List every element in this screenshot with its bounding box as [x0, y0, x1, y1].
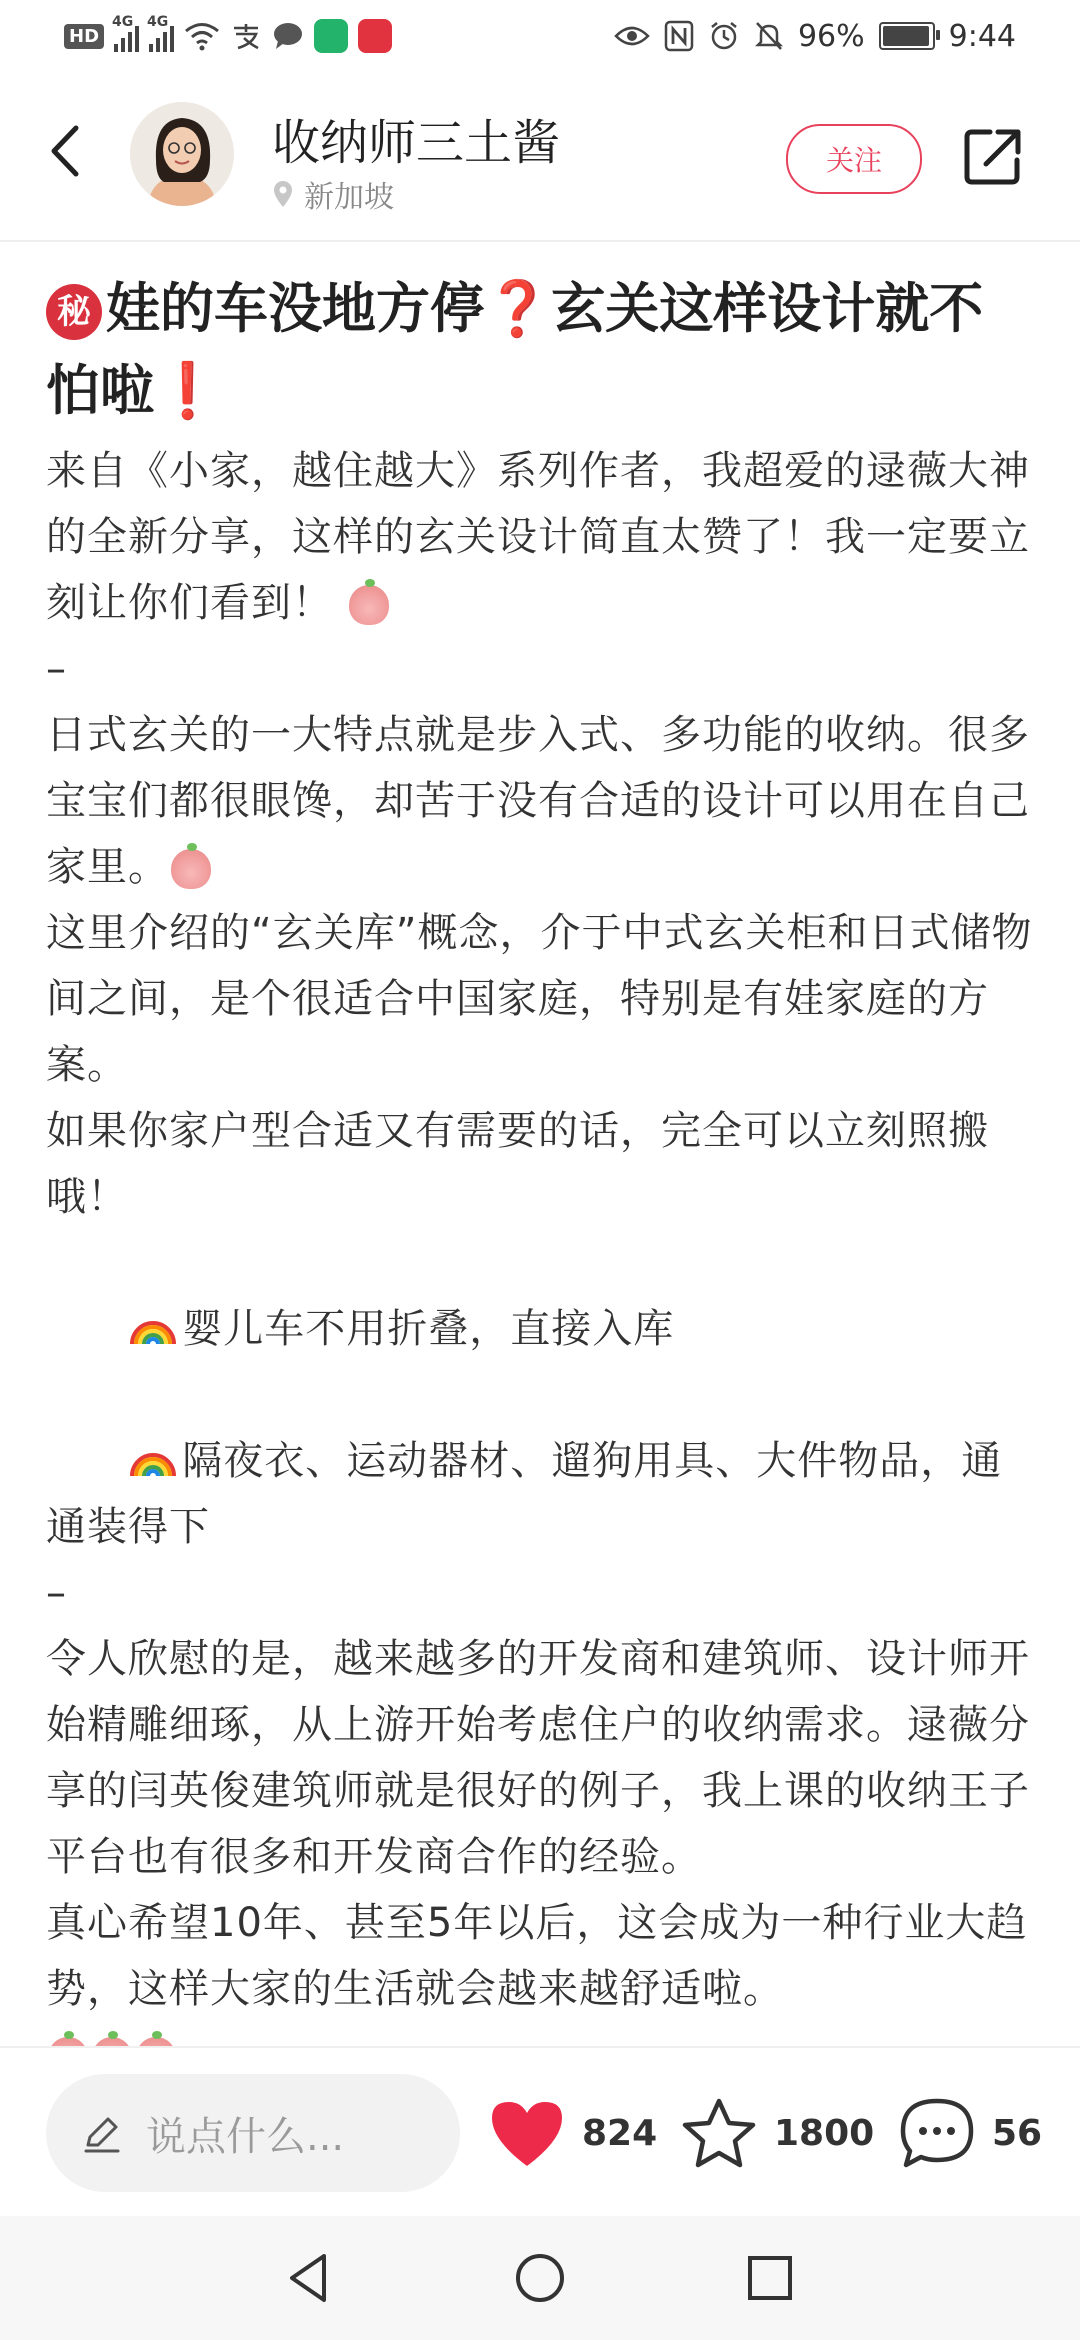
nav-back-button[interactable]: [278, 2246, 342, 2310]
share-icon: [962, 126, 1024, 188]
status-right: [614, 16, 1016, 56]
exclamation-icon: ❗: [154, 359, 222, 422]
signal-icon-1: [112, 14, 139, 52]
paragraph-1: [46, 438, 1036, 636]
paragraph-4: 如果你家户型合适又有需要的话，完全可以立刻照搬哦！: [46, 1108, 989, 1220]
rainbow-icon: [128, 1316, 178, 1346]
comment-placeholder: 说点什么...: [146, 2113, 345, 2160]
eye-icon: [614, 24, 650, 48]
secret-badge: 秘: [46, 284, 102, 340]
star-icon: [680, 2096, 758, 2170]
avatar-image: [130, 102, 234, 206]
location-pin-icon: [272, 180, 294, 208]
clock: 9:44: [948, 18, 1016, 54]
peach-emoji-icon: [171, 849, 211, 889]
title-part-2: 玄关这样设计就不怕啦: [46, 277, 984, 422]
status-bar: [0, 0, 1080, 72]
bullet-2-text: 隔夜衣、运动器材、遛狗用具、大件物品，通通装得下: [46, 1438, 1003, 1550]
nav-home-icon: [508, 2246, 572, 2310]
system-nav-bar: [0, 2216, 1080, 2340]
status-left: [64, 16, 392, 56]
comment-count: 56: [992, 2112, 1043, 2154]
nfc-icon: [664, 20, 694, 52]
bullet-2: [46, 1362, 1036, 1560]
wifi-icon: [184, 21, 220, 51]
paragraph-6: 真心希望10年、甚至5年以后，这会成为一种行业大趋势，这样大家的生活就会越来越舒适啦。: [46, 1900, 1028, 2012]
post-body: [46, 438, 1036, 2088]
like-count: 824: [582, 2112, 658, 2154]
signal-icon-2: [147, 14, 174, 52]
location: [272, 172, 394, 216]
follow-button[interactable]: 关注: [786, 124, 922, 194]
location-label: 新加坡: [304, 180, 394, 215]
peach-emoji-icon: [349, 585, 389, 625]
favorite-count: 1800: [774, 2112, 875, 2154]
title-part-1: 娃的车没地方停: [106, 277, 484, 340]
paragraph-2-text: 日式玄关的一大特点就是步入式、多功能的收纳。很多宝宝们都很眼馋，却苦于没有合适的设计可以用在自己家里。: [46, 712, 1030, 890]
heart-icon: [488, 2098, 566, 2168]
pen-icon: [80, 2111, 124, 2155]
alarm-icon: [708, 20, 740, 52]
mute-bell-icon: [754, 20, 784, 52]
heart-app-icon: [358, 19, 392, 53]
mi-app-icon: [314, 19, 348, 53]
back-button[interactable]: [38, 124, 92, 178]
author-name[interactable]: 收纳师三土酱: [272, 115, 561, 171]
network-label-1: 4G: [112, 14, 134, 30]
share-button[interactable]: [962, 126, 1024, 188]
bullet-1: [46, 1230, 1036, 1362]
alipay-icon: [230, 20, 262, 52]
separator-2: –: [46, 1570, 67, 1616]
action-bar: [0, 2046, 1080, 2218]
nav-recents-button[interactable]: [738, 2246, 802, 2310]
hd-badge: HD: [64, 24, 104, 49]
paragraph-3: 这里介绍的“玄关库”概念，介于中式玄关柜和日式储物间之间，是个很适合中国家庭，特别是有娃家庭的方案。: [46, 910, 1033, 1088]
post-content: [46, 268, 1036, 2088]
question-icon: ❓: [484, 277, 552, 340]
paragraph-2: [46, 702, 1036, 900]
favorite-button[interactable]: [680, 2074, 874, 2192]
comment-input[interactable]: [46, 2074, 460, 2192]
nav-recents-icon: [738, 2246, 802, 2310]
like-button[interactable]: [488, 2074, 657, 2192]
nav-home-button[interactable]: [508, 2246, 572, 2310]
bullet-1-text: 婴儿车不用折叠，直接入库: [182, 1306, 675, 1352]
avatar[interactable]: [130, 102, 234, 206]
network-label-2: 4G: [147, 14, 169, 30]
paragraph-5: 令人欣慰的是，越来越多的开发商和建筑师、设计师开始精雕细琢，从上游开始考虑住户的收纳需求。逯薇分享的闫英俊建筑师就是很好的例子，我上课的收纳王子平台也有很多和开发商合作的经验。: [46, 1636, 1030, 1880]
chevron-left-icon: [48, 124, 82, 178]
post-title: [46, 268, 1036, 432]
paragraph-1-text: 来自《小家，越住越大》系列作者，我超爱的逯薇大神的全新分享，这样的玄关设计简直太赞了！我一定要立刻让你们看到！: [46, 448, 1030, 626]
message-icon: [272, 21, 304, 51]
comment-button[interactable]: [898, 2074, 1042, 2192]
battery-icon: [879, 22, 935, 50]
battery-percent: 96%: [797, 18, 865, 54]
comment-bubble-icon: [898, 2096, 976, 2170]
separator-1: –: [46, 646, 67, 692]
post-header: [0, 72, 1080, 242]
rainbow-icon: [128, 1448, 178, 1478]
nav-back-icon: [278, 2246, 342, 2310]
